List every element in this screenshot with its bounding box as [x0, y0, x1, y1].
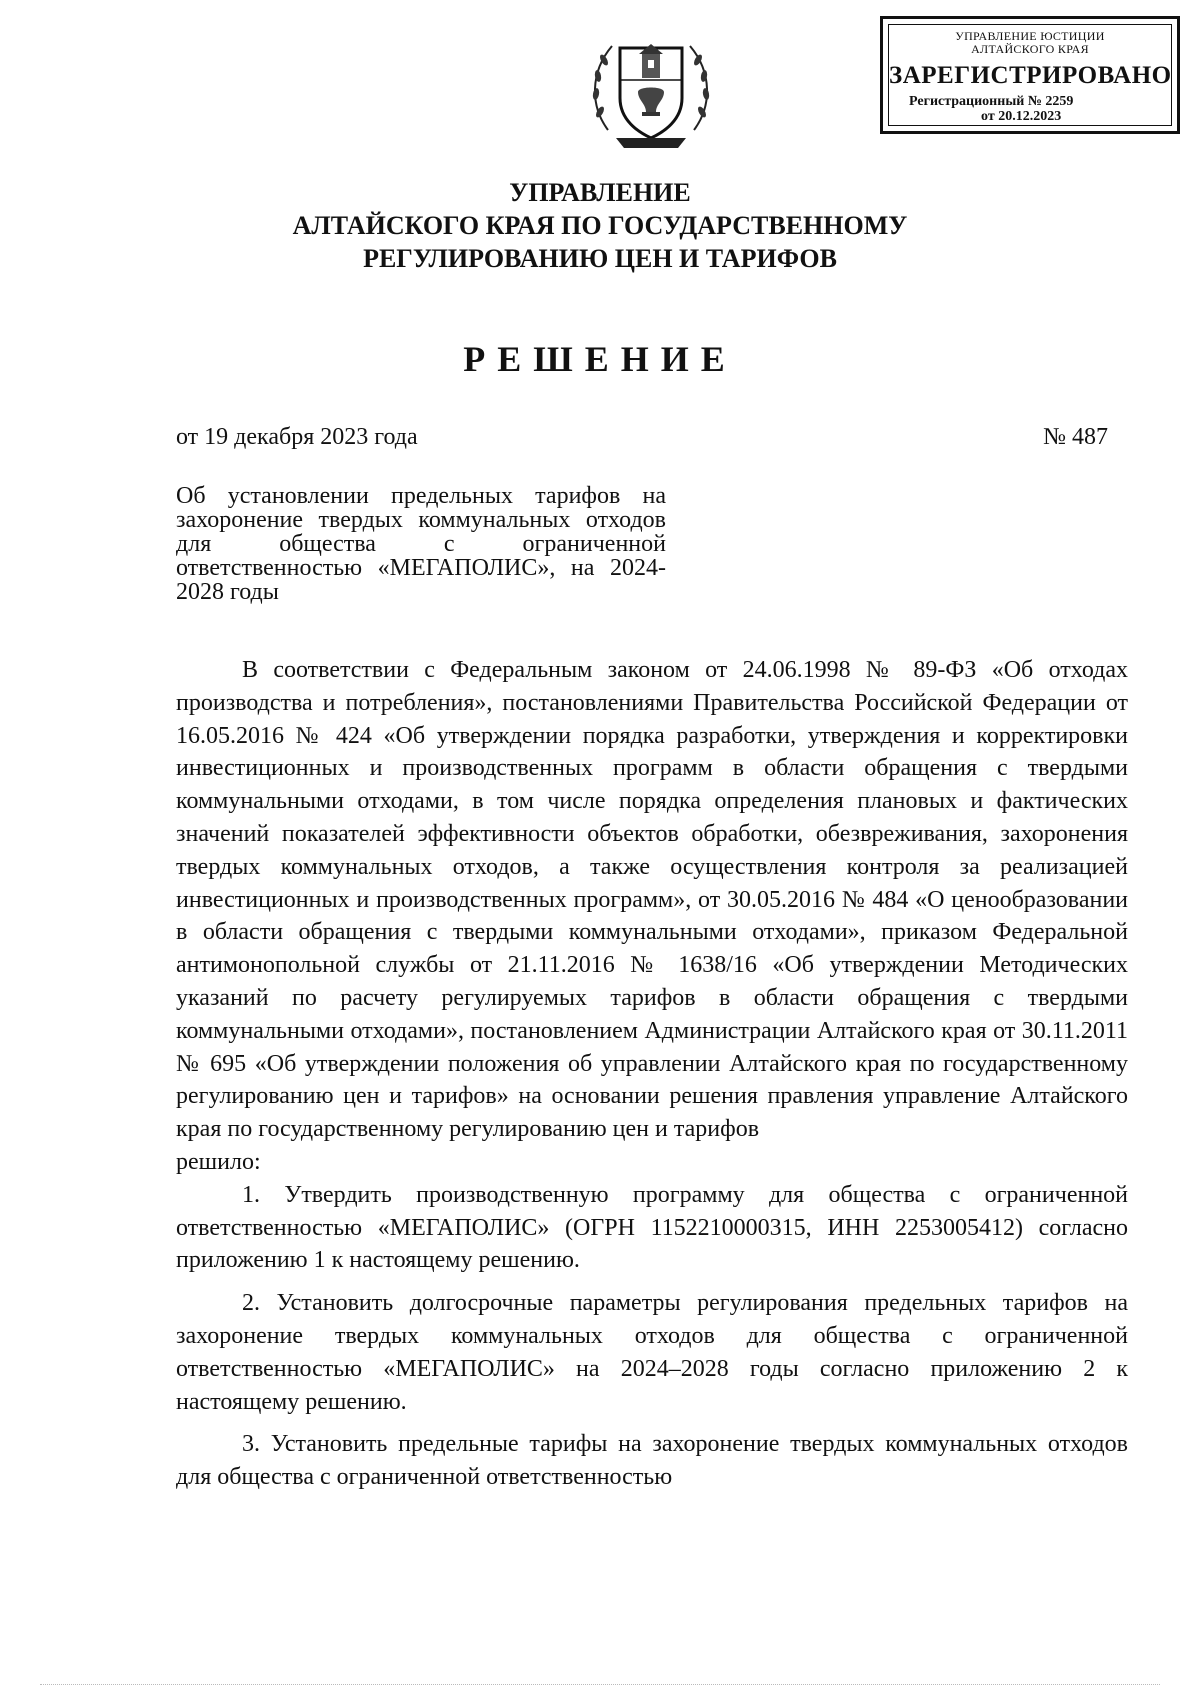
stamp-inner-frame	[888, 24, 1172, 126]
resolved-line: решило:	[176, 1148, 261, 1175]
stamp-org-line1: УПРАВЛЕНИЕ ЮСТИЦИИ	[955, 29, 1105, 43]
decision-item: 2. Установить долгосрочные параметры регулирования предельных тарифов на захоронение твердых коммунальных отходов для общества с ограниченной ответственностью «МЕГАПОЛИС» на 2024–2028 годы согласно приложению 2 к настоящему решению.	[176, 1290, 1128, 1415]
agency-line1: УПРАВЛЕНИЕ	[509, 178, 691, 207]
stamp-reg-date: от 20.12.2023	[981, 109, 1062, 124]
decision-date: от 19 декабря 2023 года	[176, 424, 418, 450]
decision-body	[176, 654, 1128, 1494]
stamp-org-line2: АЛТАЙСКОГО КРАЯ	[971, 42, 1089, 56]
decision-number: № 487	[1043, 424, 1108, 450]
scan-edge-line	[40, 1684, 1160, 1685]
document-title: РЕШЕНИЕ	[463, 339, 737, 379]
stamp-registered: ЗАРЕГИСТРИРОВАНО	[889, 62, 1172, 89]
decision-item: 1. Утвердить производственную программу для общества с ограниченной ответственностью «МЕГАПОЛИС» (ОГРН 1152210000315, ИНН 2253005412) согласно приложению 1 к настоящему решению.	[176, 1181, 1128, 1274]
stamp-reg-number: Регистрационный № 2259	[909, 94, 1074, 109]
decision-item: 3. Установить предельные тарифы на захоронение твердых коммунальных отходов для общества с ограниченной ответственностью	[176, 1431, 1128, 1491]
registration-stamp	[880, 16, 1180, 134]
agency-name	[220, 176, 980, 275]
agency-line3: РЕГУЛИРОВАНИЮ ЦЕН И ТАРИФОВ	[363, 244, 837, 273]
altai-krai-coat-of-arms-icon	[586, 20, 716, 160]
decision-subject: Об установлении предельных тарифов на захоронение твердых коммунальных отходов для общества с ограниченной ответственностью «МЕГАПОЛИС», на 2024-2028 годы	[176, 483, 666, 605]
agency-line2: АЛТАЙСКОГО КРАЯ ПО ГОСУДАРСТВЕННОМУ	[292, 211, 908, 240]
preamble-paragraph: В соответствии с Федеральным законом от 24.06.1998 № 89-ФЗ «Об отходах производства и потребления», постановлениями Правительства Российской Федерации от 16.05.2016 № 424 «Об утверждении порядка разработки, утверждения и корректировки инвестиционных и производственных программ в области обращения с твердыми коммунальными отходами, в том числе порядка определения плановых и фактических значений показателей эффективности объектов обработки, обезвреживания, захоронения твердых коммунальных отходов, а также осуществления контроля за реализацией инвестиционных и производственных программ», от 30.05.2016 № 484 «О ценообразовании в области обращения с твердыми коммунальными отходами», приказом Федеральной антимонопольной службы от 21.11.2016 № 1638/16 «Об утверждении Методических указаний по расчету регулируемых тарифов в области обращения с твердыми коммунальными отходами», постановлением Администрации Алтайского края от 30.11.2011 № 695 «Об утверждении положения об управлении Алтайского края по государственному регулированию цен и тарифов» на основании решения правления управление Алтайского края по государственному регулированию цен и тарифов	[176, 657, 1128, 1143]
stamp-org	[889, 30, 1171, 56]
